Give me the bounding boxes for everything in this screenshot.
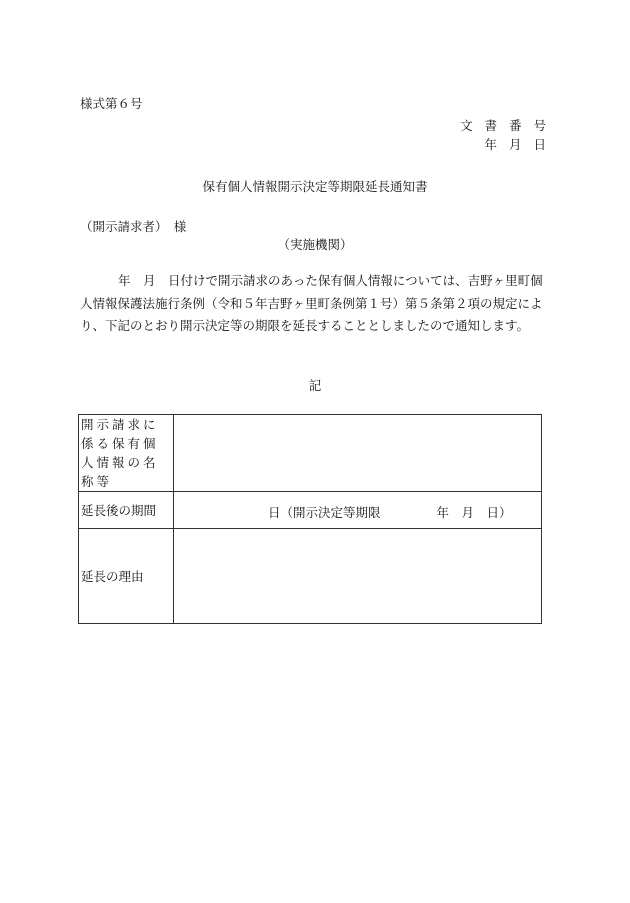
- addressee: （開示請求者） 様: [80, 219, 187, 234]
- table-row: [79, 529, 542, 624]
- extension-reason-label: 延長の理由: [79, 529, 174, 624]
- document-date-label: 年 月 日: [484, 137, 550, 152]
- table-row: [79, 415, 542, 492]
- extended-period-suffix: 年 月 日）: [436, 505, 512, 520]
- document-title: 保有個人情報開示決定等期限延長通知書: [202, 179, 428, 194]
- table-row: [79, 492, 542, 529]
- document-number-label: 文 書 番 号: [460, 118, 550, 133]
- form-number: 様式第６号: [80, 96, 143, 111]
- requested-info-name-value: [174, 415, 542, 492]
- extension-reason-value: [174, 529, 542, 624]
- detail-table: [78, 414, 542, 624]
- body-paragraph: 年 月 日付けで開示請求のあった保有個人情報については、吉野ヶ里町個人情報保護法施行条例（令和５年吉野ヶ里町条例第１号）第５条第２項の規定により、下記のとおり開示決定等の期限を延長することとしましたので通知します。: [80, 273, 543, 333]
- extended-period-label: 延長後の期間: [79, 492, 174, 529]
- sender-agency: （実施機関）: [277, 237, 353, 252]
- extended-period-value: [174, 492, 542, 529]
- extended-period-prefix: 日（開示決定等期限: [268, 505, 381, 520]
- ki-heading: 記: [308, 378, 322, 393]
- requested-info-name-label: 開示請求に係る保有個人情報の名称等: [79, 415, 174, 492]
